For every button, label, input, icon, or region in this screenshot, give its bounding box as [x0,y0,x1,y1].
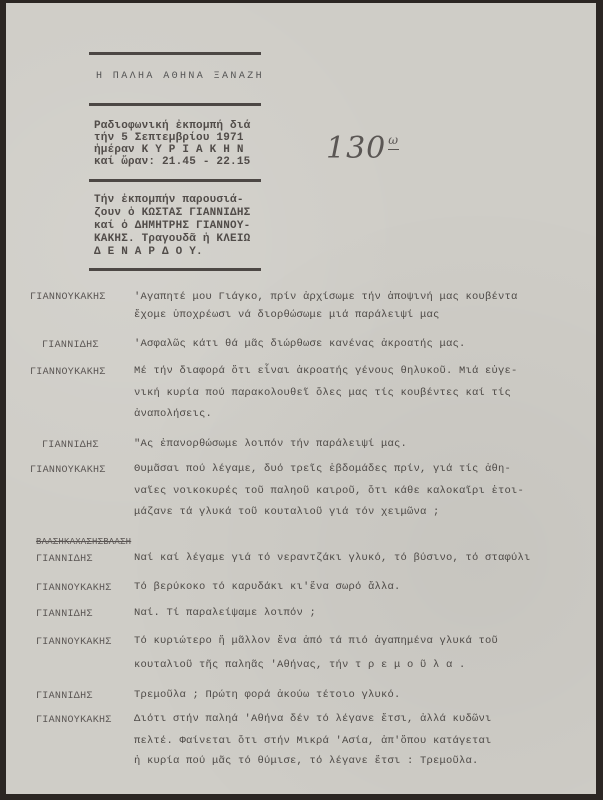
speech-line: ἀναπολήσεις. [134,408,213,420]
speaker-label: ΓΙΑΝΝΙΔΗΣ [42,340,99,351]
broadcast-line: καί ὥραν: 21.45 - 22.15 [94,156,251,168]
credits-line: ΚΑΚΗΣ. Τραγουδᾶ ἡ ΚΛΕΙΩ [94,233,251,245]
speech-line: 'Αγαπητέ μου Γιάγκο, πρίν ἀρχίσωμε τήν ἀποψινή μας κουβέντα [134,291,518,303]
speaker-label: ΓΙΑΝΝΟΥΚΑΚΗΣ [36,583,112,594]
broadcast-line: ἡμέραν Κ Υ Ρ Ι Α Κ Η Ν [94,144,244,156]
broadcast-line: τήν 5 Σεπτεμβρίου 1971 [94,132,244,144]
credits-line: Τήν ἐκπομπήν παρουσιά- [94,194,244,206]
speech-line: "Ας ἐπανορθώσωμε λοιπόν τήν παράλειψί μας. [134,438,408,450]
speech-line: Θυμᾶσαι πού λέγαμε, δυό τρεῖς ἑβδομάδες πρίν, γιά τίς ἀθη- [134,463,512,475]
speech-line: κουταλιοῦ τῆς παληᾶς 'Αθήνας, τήν τ ρ ε μ ο ῦ λ α . [134,659,466,671]
speech-line: Τρεμοῦλα ; Πρώτη φορά ἀκούω τέτοιο γλυκό. [134,689,401,701]
handwritten-page-number [326,131,399,166]
document-title: Η ΠΑΛΗΑ ΑΘΗΝΑ ΞΑΝΑΖΗ [96,71,265,82]
speaker-label: ΓΙΑΝΝΟΥΚΑΚΗΣ [36,637,112,648]
speech-line: ἔχομε ὑποχρέωσι νά διορθώσωμε μιά παράλειψί μας [134,309,440,321]
handwritten-number: 130 [326,131,387,166]
typewritten-page [6,3,596,794]
speaker-label: ΓΙΑΝΝΙΔΗΣ [36,554,93,565]
struck-out-line: ΒΛΑΣΗΚΑΧΑΣΗΣΒΛΑΣΗ [36,537,132,547]
speech-line: ἡ κυρία πού μᾶς τό θύμισε, τό λέγανε ἔτσι : Τρεμοῦλα. [134,755,479,767]
credits-line: Δ Ε Ν Α Ρ Δ Ο Υ. [94,246,203,258]
speaker-label: ΓΙΑΝΝΙΔΗΣ [42,440,99,451]
speech-line: νική κυρία πού παρακολουθεῖ ὅλες μας τίς κουβέντες καί τίς [134,387,512,399]
speech-line: Τό κυριώτερο ἤ μᾶλλον ἕνα ἀπό τά πιό ἀγαπημένα γλυκά τοῦ [134,635,499,647]
broadcast-info [94,120,250,168]
header-rule-bottom [89,268,261,271]
speech-line: 'Ασφαλῶς κάτι θά μᾶς διώρθωσε κανένας ἀκροατής μας. [134,338,466,350]
speaker-label: ΓΙΑΝΝΟΥΚΑΚΗΣ [36,715,112,726]
header-rule-middle [89,103,261,106]
speech-line: Τό βερύκοκο τό καρυδάκι κι'ἕνα σωρό ἄλλα. [134,581,401,593]
credits-line: καί ὁ ΔΗΜΗΤΡΗΣ ΓΙΑΝΝΟΥ- [94,220,251,232]
speech-line: Διότι στήν παληά 'Αθήνα δέν τό λέγανε ἔτσι, ἀλλά κυδῶνι [134,713,492,725]
speaker-label-struck: ΓΙΑΝΝΙΔΗΣ [36,609,93,620]
speech-line: Μέ τήν διαφορά ὅτι εἶναι ἀκροατής γένους θηλυκοῦ. Μιά εὐγε- [134,365,518,377]
handwritten-suffix: ω [388,133,399,150]
speaker-label: ΓΙΑΝΝΙΔΗΣ [36,691,93,702]
speaker-label: ΓΙΑΝΝΟΥΚΑΚΗΣ [30,465,106,476]
broadcast-line: Ραδιοφωνική ἐκπομπή διά [94,120,251,132]
header-rule-lower [89,179,261,182]
speaker-label: ΓΙΑΝΝΟΥΚΑΚΗΣ [30,367,106,378]
speech-line: πελτέ. Φαίνεται ὅτι στήν Μικρά 'Ασία, ἀπ'ὅπου κατάγεται [134,735,492,747]
credits-block [94,194,250,259]
speaker-label: ΓΙΑΝΝΟΥΚΑΚΗΣ [30,292,106,303]
speech-line: Ναί καί λέγαμε γιά τό νεραντζάκι γλυκό, τό βύσινο, τό σταφύλι [134,552,531,564]
speech-line: Ναί. Τί παραλείψαμε λοιπόν ; [134,607,317,619]
speech-line: ναῖες νοικοκυρές τοῦ παληοῦ καιροῦ, ὅτι κάθε καλοκαῖρι ἑτοι- [134,485,525,497]
speech-line: μάζανε τά γλυκά τοῦ κουταλιοῦ γιά τόν χειμῶνα ; [134,506,440,518]
credits-line: ζουν ὁ ΚΩΣΤΑΣ ΓΙΑΝΝΙΔΗΣ [94,207,251,219]
header-rule-top [89,52,261,55]
